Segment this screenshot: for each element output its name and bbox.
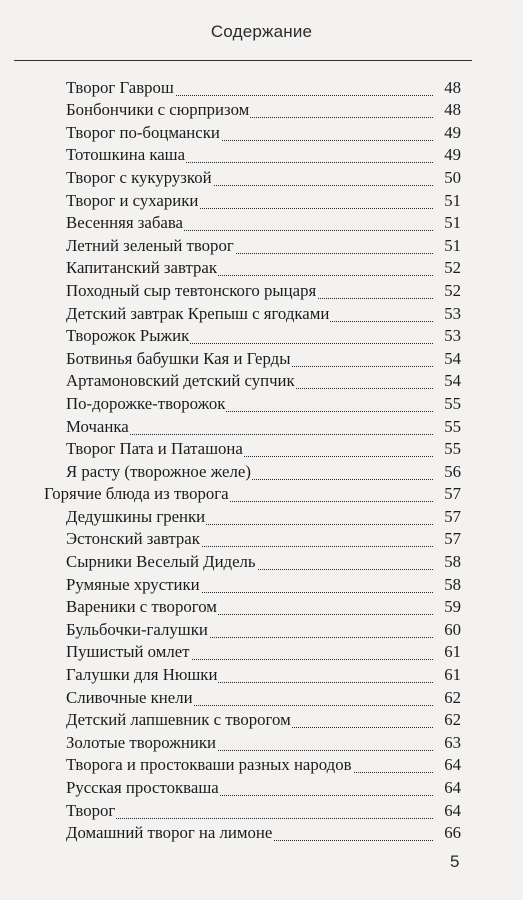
- entry-page-number: 58: [444, 574, 461, 594]
- entry-title: Сырники Веселый Дидель: [66, 552, 256, 572]
- toc-entry: [0, 279, 523, 302]
- toc-entry: [0, 99, 523, 122]
- entry-page-number: 62: [444, 687, 461, 707]
- entry-page-number: 53: [444, 303, 461, 323]
- entry-page-number: 49: [444, 145, 461, 165]
- entry-page-number: 55: [444, 439, 461, 459]
- toc-entry: [0, 257, 523, 280]
- toc-entry: [0, 415, 523, 438]
- entry-title: Творог по-боцмански: [66, 122, 220, 142]
- entry-page-number: 57: [444, 506, 461, 526]
- entry-page-number: 61: [444, 642, 461, 662]
- entry-title: Домашний творог на лимоне: [66, 823, 273, 843]
- entry-title: Эстонский завтрак: [66, 529, 200, 549]
- entry-title: Капитанский завтрак: [66, 258, 217, 278]
- entry-title: Бульбочки-галушки: [66, 619, 208, 639]
- toc-entry: [0, 528, 523, 551]
- entry-page-number: 54: [444, 371, 461, 391]
- entry-title: Детский завтрак Крепыш с ягодками: [66, 303, 330, 323]
- toc-entry: [0, 234, 523, 257]
- entry-title: Я расту (творожное желе): [66, 461, 251, 481]
- entry-page-number: 54: [444, 348, 461, 368]
- entry-title: Тотошкина каша: [66, 145, 186, 165]
- page-header: Содержание: [210, 22, 313, 41]
- toc-entry: [0, 121, 523, 144]
- entry-title: Горячие блюда из творога: [44, 484, 229, 504]
- entry-title: Детский лапшевник с творогом: [66, 710, 291, 730]
- entry-page-number: 64: [444, 800, 461, 820]
- toc-entry: [0, 392, 523, 415]
- entry-page-number: 48: [444, 77, 461, 97]
- toc-entry: [0, 166, 523, 189]
- entry-title: Русская простокваша: [66, 778, 219, 797]
- entry-title: Походный сыр тевтонского рыцаря: [66, 280, 317, 300]
- entry-title: Золотые творожники: [66, 732, 216, 752]
- entry-title: Творог и сухарики: [66, 190, 199, 210]
- toc-entry: [0, 663, 523, 686]
- entry-page-number: 64: [444, 755, 461, 775]
- entry-title: Артамоновский детский супчик: [66, 371, 295, 391]
- toc-entry: [0, 776, 523, 799]
- entry-page-number: 52: [444, 258, 461, 278]
- toc-entry: [0, 76, 523, 99]
- entry-page-number: 60: [444, 619, 461, 639]
- header-rule: [14, 60, 472, 61]
- toc-entry: [0, 302, 523, 325]
- entry-title: Творог Гаврош: [66, 77, 174, 97]
- entry-page-number: 57: [444, 529, 461, 549]
- entry-page-number: 64: [444, 778, 461, 797]
- toc-entry: [0, 460, 523, 483]
- entry-title: Галушки для Нюшки: [66, 665, 218, 685]
- toc-entry: [0, 325, 523, 348]
- entry-title: Творог с кукурузкой: [66, 167, 212, 187]
- toc-entry: [0, 686, 523, 709]
- entry-page-number: 51: [444, 213, 461, 233]
- entry-page-number: 51: [444, 190, 461, 210]
- entry-title: Ботвинья бабушки Кая и Герды: [66, 348, 291, 368]
- entry-title: Творожок Рыжик: [66, 326, 190, 346]
- entry-title: По-дорожке-творожок: [66, 393, 226, 413]
- entry-page-number: 55: [444, 416, 461, 436]
- entry-page-number: 52: [444, 280, 461, 300]
- entry-title: Пушистый омлет: [66, 642, 190, 662]
- entry-title: Мочанка: [66, 416, 129, 436]
- entry-page-number: 51: [444, 235, 461, 255]
- toc-entry: [0, 754, 523, 777]
- entry-page-number: 48: [444, 100, 461, 120]
- toc-entry: [0, 505, 523, 528]
- entry-title: Весенняя забава: [66, 213, 183, 233]
- table-of-contents: [0, 76, 523, 844]
- entry-title: Летний зеленый творог: [66, 235, 234, 255]
- entry-page-number: 56: [444, 461, 461, 481]
- entry-title: Румяные хрустики: [66, 574, 200, 594]
- entry-title: Творога и простокваши разных народов: [66, 755, 352, 775]
- entry-page-number: 50: [444, 167, 461, 187]
- entry-title: Вареники с творогом: [66, 597, 217, 617]
- entry-title: Дедушкины гренки: [66, 506, 206, 526]
- toc-entry: [0, 709, 523, 732]
- toc-entry: [0, 596, 523, 619]
- entry-page-number: 55: [444, 393, 461, 413]
- toc-entry: [0, 347, 523, 370]
- toc-entry: [0, 618, 523, 641]
- entry-page-number: 61: [444, 665, 461, 685]
- entry-page-number: 53: [444, 326, 461, 346]
- toc-entry: [0, 144, 523, 167]
- entry-page-number: 59: [444, 597, 461, 617]
- toc-section-entry: [0, 483, 523, 506]
- entry-page-number: 49: [444, 122, 461, 142]
- entry-title: Бонбончики с сюрпризом: [66, 100, 250, 120]
- toc-entry: [0, 822, 523, 845]
- toc-entry: [0, 189, 523, 212]
- toc-entry: [0, 550, 523, 573]
- entry-title: Творог: [66, 800, 116, 820]
- entry-title: Творог Пата и Паташона: [66, 439, 243, 459]
- toc-entry: [0, 438, 523, 461]
- toc-entry: [0, 370, 523, 393]
- toc-entry: [0, 799, 523, 822]
- toc-entry: [0, 731, 523, 754]
- entry-title: Сливочные кнели: [66, 687, 193, 707]
- entry-page-number: 58: [444, 552, 461, 572]
- dot-leader: [66, 818, 433, 819]
- toc-entry: [0, 212, 523, 235]
- toc-entry: [0, 641, 523, 664]
- entry-page-number: 66: [444, 823, 461, 843]
- entry-page-number: 62: [444, 710, 461, 730]
- page-number: 5: [450, 852, 460, 871]
- toc-entry: [0, 573, 523, 596]
- entry-page-number: 63: [444, 732, 461, 752]
- entry-page-number: 57: [444, 484, 461, 504]
